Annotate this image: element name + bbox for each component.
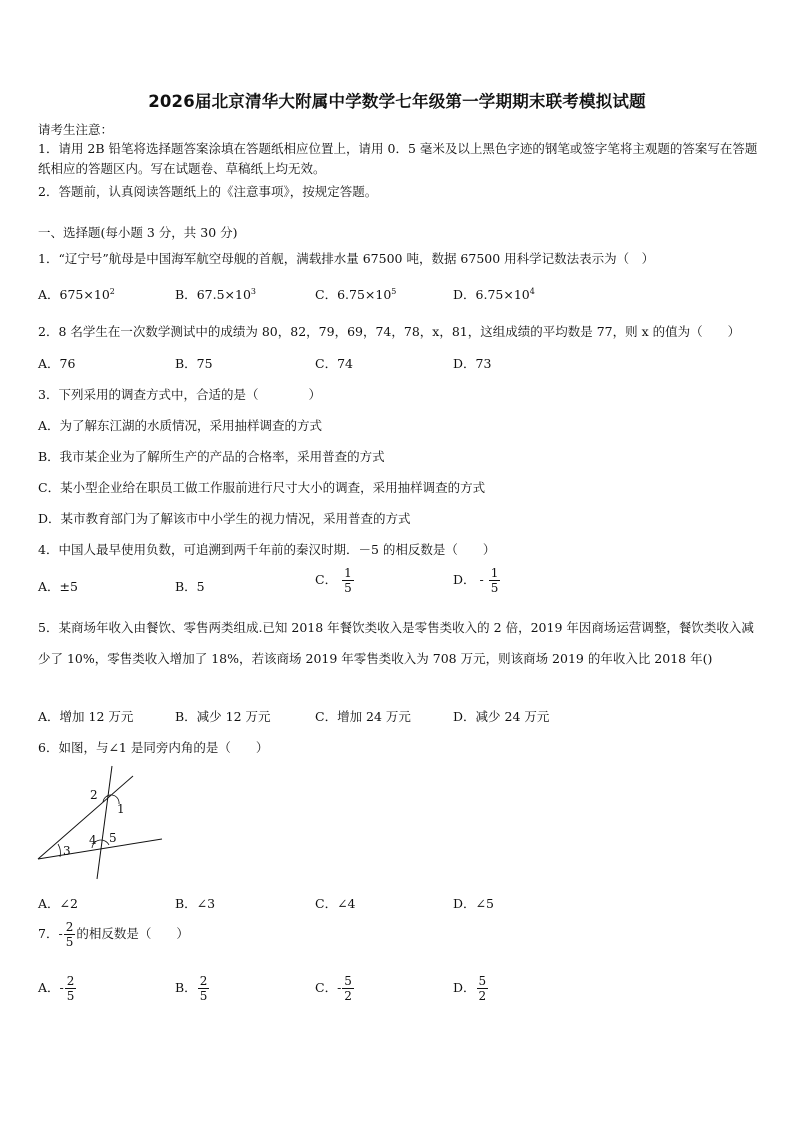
option-exponent: 2	[109, 286, 115, 296]
transversal-line	[38, 776, 133, 859]
angle-figure	[36, 762, 164, 882]
angle-label-3: 3	[63, 844, 71, 858]
question-1-text: 1．“辽宁号”航母是中国海军航空母舰的首舰，满载排水量 67500 吨，数据 67500 用科学记数法表示为（ ）	[38, 251, 655, 266]
question-5-option-c[interactable]: C．增加 24 万元	[315, 709, 411, 724]
numerator: 2	[66, 974, 75, 988]
question-3-text: 3．下列采用的调查方式中，合适的是（ ）	[38, 387, 321, 402]
option-label: D．	[453, 980, 476, 995]
question-3-option-a[interactable]: A．为了解东江湖的水质情况，采用抽样调查的方式	[38, 418, 323, 433]
page-title: 2026届北京清华大附属中学数学七年级第一学期期末联考模拟试题	[148, 92, 646, 111]
question-4-option-a[interactable]: A．±5	[38, 579, 78, 594]
question-1-option-b[interactable]	[175, 285, 256, 303]
option-label: A．	[38, 287, 60, 302]
question-6-option-c[interactable]: C．∠4	[315, 896, 356, 911]
denominator: 5	[490, 581, 499, 595]
question-6-option-d[interactable]: D．∠5	[453, 896, 494, 911]
option-label: A．-	[38, 980, 64, 995]
option-label: B．	[175, 980, 197, 995]
question-4-option-c[interactable]	[315, 566, 355, 595]
question-6-text: 6．如图，与∠1 是同旁内角的是（ ）	[38, 740, 269, 755]
notice-item-1: 1．请用 2B 铅笔将选择题答案涂填在答题纸相应位置上，请用 0．5 毫米及以上黑色字迹的钢笔或签字笔将主观题的答案写在答题纸相应的答题区内。写在试题卷、草稿纸上均无效。	[38, 141, 758, 176]
question-3-option-c[interactable]: C．某小型企业给在职员工做工作服前进行尺寸大小的调查，采用抽样调查的方式	[38, 480, 486, 495]
option-value: 675×10	[59, 287, 110, 302]
cross-line	[97, 766, 112, 879]
option-exponent: 4	[529, 286, 535, 296]
denominator: 5	[65, 935, 74, 949]
angle-label-4: 4	[89, 833, 97, 847]
option-label: B．	[175, 287, 197, 302]
option-label: D．	[453, 572, 476, 587]
option-value: 6.75×10	[337, 287, 392, 302]
question-5-option-b[interactable]: B．减少 12 万元	[175, 709, 271, 724]
angle-label-2: 2	[90, 788, 98, 802]
question-1-option-a[interactable]	[38, 285, 115, 303]
fraction	[342, 974, 354, 1003]
question-number: 7．-	[38, 926, 63, 941]
question-7-option-a[interactable]	[38, 974, 77, 1003]
question-7-option-c[interactable]	[315, 974, 355, 1003]
question-4-option-d[interactable]	[453, 566, 501, 595]
option-label: D．	[453, 287, 476, 302]
option-label: C．	[315, 572, 338, 587]
notice-heading: 请考生注意：	[38, 122, 114, 137]
option-value: 6.75×10	[475, 287, 530, 302]
question-1-option-c[interactable]	[315, 285, 396, 303]
section-heading: 一、选择题(每小题 3 分，共 30 分)	[38, 225, 238, 240]
numerator: 5	[344, 974, 352, 988]
numerator: 2	[65, 920, 74, 934]
numerator: 2	[199, 974, 208, 988]
fraction	[198, 974, 210, 1003]
option-exponent: 5	[391, 286, 397, 296]
denominator: 5	[344, 581, 352, 595]
option-value: 67.5×10	[196, 287, 251, 302]
fraction	[342, 566, 354, 595]
fraction	[65, 974, 77, 1003]
question-2-option-c[interactable]: C．74	[315, 356, 353, 371]
denominator: 5	[66, 989, 75, 1003]
angle-arc-3	[58, 844, 60, 857]
denominator: 5	[199, 989, 208, 1003]
angle-label-1: 1	[117, 802, 125, 816]
option-exponent: 3	[250, 286, 256, 296]
option-label: C．	[315, 287, 338, 302]
question-6-option-b[interactable]: B．∠3	[175, 896, 216, 911]
fraction	[489, 566, 501, 595]
option-label: C．-	[315, 980, 342, 995]
denominator: 2	[344, 989, 352, 1003]
question-5-option-a[interactable]: A．增加 12 万元	[38, 709, 134, 724]
question-6-option-a[interactable]: A．∠2	[38, 896, 78, 911]
minus-sign: -	[479, 572, 484, 587]
question-2-option-a[interactable]: A．76	[38, 356, 76, 371]
question-2-option-b[interactable]: B．75	[175, 356, 213, 371]
question-5-option-d[interactable]: D．减少 24 万元	[453, 709, 550, 724]
fraction	[477, 974, 489, 1003]
fraction	[64, 920, 76, 949]
numerator: 1	[490, 566, 499, 580]
question-3-option-b[interactable]: B．我市某企业为了解所生产的产品的合格率，采用普查的方式	[38, 449, 385, 464]
question-5-text: 5．某商场年收入由餐饮、零售两类组成.已知 2018 年餐饮类收入是零售类收入的 2 倍，2019 年因商场运营调整，餐饮类收入减少了 10%，零售类收入增加了 18%，若该商场 2019 年零售类收入为 708 万元，则该商场 2019 的年收入比 2018 年()	[38, 620, 754, 666]
numerator: 1	[344, 566, 352, 580]
question-2-text: 2．8 名学生在一次数学测试中的成绩为 80，82，79，69，74，78，x，81，这组成绩的平均数是 77，则 x 的值为（ ）	[38, 324, 741, 339]
question-stem: 的相反数是（ ）	[76, 926, 189, 941]
angle-label-5: 5	[109, 831, 117, 845]
question-3-option-d[interactable]: D．某市教育部门为了解该市中小学生的视力情况，采用普查的方式	[38, 511, 411, 526]
question-7-text	[38, 920, 189, 949]
question-7-option-b[interactable]	[175, 974, 210, 1003]
question-2-option-d[interactable]: D．73	[453, 356, 492, 371]
question-4-option-b[interactable]: B．5	[175, 579, 205, 594]
question-7-option-d[interactable]	[453, 974, 489, 1003]
notice-item-2: 2．答题前，认真阅读答题纸上的《注意事项》，按规定答题。	[38, 184, 378, 199]
denominator: 2	[478, 989, 487, 1003]
question-1-option-d[interactable]	[453, 285, 535, 303]
question-4-text: 4．中国人最早使用负数，可追溯到两千年前的秦汉时期．－5 的相反数是（ ）	[38, 542, 496, 557]
numerator: 5	[478, 974, 487, 988]
